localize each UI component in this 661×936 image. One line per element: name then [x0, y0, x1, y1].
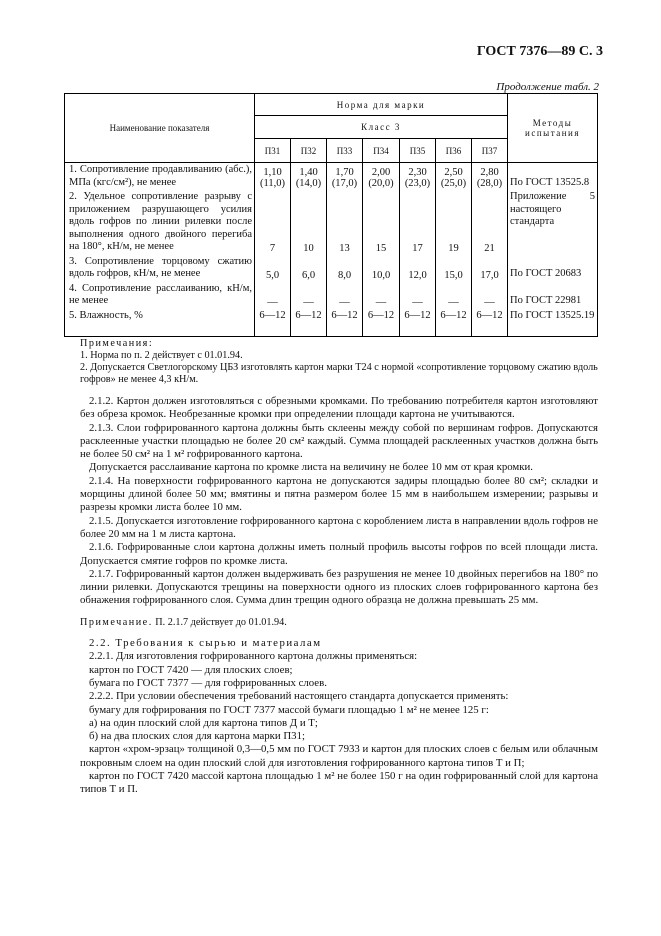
cell: 6—12 [400, 309, 436, 337]
grade-header: П37 [472, 139, 508, 163]
cell: 10 [291, 190, 327, 255]
table-row [65, 163, 598, 191]
cell: — [400, 282, 436, 309]
cell: 2,30 (23,0) [400, 163, 436, 191]
cell: 6—12 [327, 309, 363, 337]
paragraph: картон «хром-эрзац» толщиной 0,3—0,5 мм по ГОСТ 7933 и картон для плоских слоев с белым или облачным покровным слоем на один плоский слой для изготовления гофрированного картона типов Т и П; [80, 743, 598, 769]
cell: 19 [436, 190, 472, 255]
cell: 13 [327, 190, 363, 255]
paragraph: Допускается расслаивание картона по кромке листа на величину не более 10 мм от края кромки. [89, 461, 533, 474]
col-header-name: Наименование показателя [65, 94, 255, 163]
specs-table [64, 93, 598, 337]
paragraph: картон по ГОСТ 7420 массой картона площадью 1 м² не более 150 г на один гофрированный слой для картона типов Т и П. [80, 770, 598, 796]
table-notes [80, 338, 598, 386]
cell: 10,0 [363, 255, 400, 282]
cell: — [327, 282, 363, 309]
cell: — [291, 282, 327, 309]
paragraph: 2.1.7. Гофрированный картон должен выдерживать без разрушения не менее 10 двойных перегибов на 180° по линии рилевки. Допускаются трещины на поверхности одного из плоских слоев гофрированного картона без обнажения гофрированного слоя. Сумма длин трещин одного образца не должна превышать 25 мм. [80, 567, 598, 607]
note-label: Примечание. [80, 616, 153, 628]
row-method: По ГОСТ 20683 [508, 255, 598, 282]
paragraph: 2.1.6. Гофрированные слои картона должны иметь полный профиль высоты гофров по всей площади листа. Допускается смятие гофров по кромке листа. [80, 541, 598, 567]
paragraph: 2.1.2. Картон должен изготовляться с обрезными кромками. По требованию потребителя картон изготовляют без обреза кромок. Необрезанные кромки при определении площади картона не учитываются. [80, 395, 598, 421]
paragraph: картон по ГОСТ 7420 — для плоских слоев; [89, 663, 293, 676]
table-row [65, 190, 598, 255]
table-row [65, 309, 598, 337]
cell: 17,0 [472, 255, 508, 282]
note-line [80, 616, 598, 629]
paragraph: 2.2.1. Для изготовления гофрированного картона должны применяться: [89, 650, 418, 663]
table-continuation-label: Продолжение табл. 2 [496, 81, 599, 93]
row-method: По ГОСТ 13525.8 [508, 163, 598, 191]
document-body [80, 395, 598, 797]
cell: 6—12 [436, 309, 472, 337]
cell: 6—12 [255, 309, 291, 337]
grade-header: П34 [363, 139, 400, 163]
cell: 6—12 [291, 309, 327, 337]
note-text: П. 2.1.7 действует до 01.01.94. [155, 616, 287, 628]
note-item: 1. Норма по п. 2 действует с 01.01.94. [80, 350, 243, 361]
table-row [65, 255, 598, 282]
cell: 15,0 [436, 255, 472, 282]
col-header-class: Класс 3 [255, 116, 508, 139]
notes-heading: Примечания: [80, 338, 154, 349]
paragraph: 2.1.4. На поверхности гофрированного картона не допускаются задиры площадью более 80 см²; складки и морщины длиной более 50 мм; вмятины и пятна размером более 15 мм в наибольшем измерении; разрывы и разрезы кромки листа более 10 мм. [80, 474, 598, 514]
row-name: 4. Сопротивление расслаиванию, кН/м, не менее [65, 282, 255, 309]
grade-header: П31 [255, 139, 291, 163]
cell: 6,0 [291, 255, 327, 282]
cell: 5,0 [255, 255, 291, 282]
cell: 2,80 (28,0) [472, 163, 508, 191]
paragraph: 2.1.5. Допускается изготовление гофрированного картона с короблением листа в направлении вдоль гофров не более 20 мм на 1 м листа картона. [80, 514, 598, 540]
grade-header: П35 [400, 139, 436, 163]
cell: 8,0 [327, 255, 363, 282]
cell: — [255, 282, 291, 309]
section-heading: 2.2. Требования к сырью и материалам [89, 637, 322, 650]
cell: 2,00 (20,0) [363, 163, 400, 191]
cell: 2,50 (25,0) [436, 163, 472, 191]
cell: — [472, 282, 508, 309]
cell: 1,70 (17,0) [327, 163, 363, 191]
cell: 1,40 (14,0) [291, 163, 327, 191]
paragraph: бумагу для гофрирования по ГОСТ 7377 массой бумаги площадью 1 м² не менее 125 г: [89, 703, 489, 716]
page-header: ГОСТ 7376—89 С. 3 [476, 44, 603, 59]
row-name: 3. Сопротивление торцовому сжатию вдоль гофров, кН/м, не менее [65, 255, 255, 282]
paragraph: бумага по ГОСТ 7377 — для гофрированных слоев. [89, 676, 327, 689]
col-header-norm: Норма для марки [255, 94, 508, 116]
paragraph: б) на два плоских слоя для картона марки П31; [89, 730, 305, 743]
grade-header: П33 [327, 139, 363, 163]
table-row [65, 282, 598, 309]
cell: — [436, 282, 472, 309]
row-method: По ГОСТ 22981 [508, 282, 598, 309]
col-header-methods: Методы испытания [508, 94, 598, 163]
grade-header: П32 [291, 139, 327, 163]
row-name: 1. Сопротивление продавливанию (абс.), МПа (кгс/см²), не менее [65, 163, 255, 191]
cell: 21 [472, 190, 508, 255]
paragraph: 2.1.3. Слои гофрированного картона должны быть склеены между собой по вершинам гофров. Допускаются расклеенные участки площадью не более 20 см² каждый. Сумма площадей расклеенных участков должна быть не более 50 см² на 1 м² гофрированного картона. [80, 421, 598, 461]
cell: 12,0 [400, 255, 436, 282]
cell: 6—12 [363, 309, 400, 337]
cell: — [363, 282, 400, 309]
cell: 17 [400, 190, 436, 255]
row-method: Приложение 5 настоящего стандарта [508, 190, 598, 255]
cell: 6—12 [472, 309, 508, 337]
paragraph: 2.2.2. При условии обеспечения требований настоящего стандарта допускается применять: [89, 690, 509, 703]
grade-header: П36 [436, 139, 472, 163]
cell: 15 [363, 190, 400, 255]
note-item: 2. Допускается Светлогорскому ЦБЗ изготовлять картон марки Т24 с нормой «сопротивление торцовому сжатию вдоль гофров» не менее 4,3 кН/м. [80, 362, 598, 385]
paragraph: а) на один плоский слой для картона типов Д и Т; [89, 716, 318, 729]
cell: 7 [255, 190, 291, 255]
row-name: 5. Влажность, % [65, 309, 255, 337]
row-method: По ГОСТ 13525.19 [508, 309, 598, 337]
row-name: 2. Удельное сопротивление разрыву с приложением разрушающего усилия вдоль гофров по линии рилевки после выполнения одного двойного перегиба на 180°, кН/м, не менее [65, 190, 255, 255]
cell: 1,10 (11,0) [255, 163, 291, 191]
